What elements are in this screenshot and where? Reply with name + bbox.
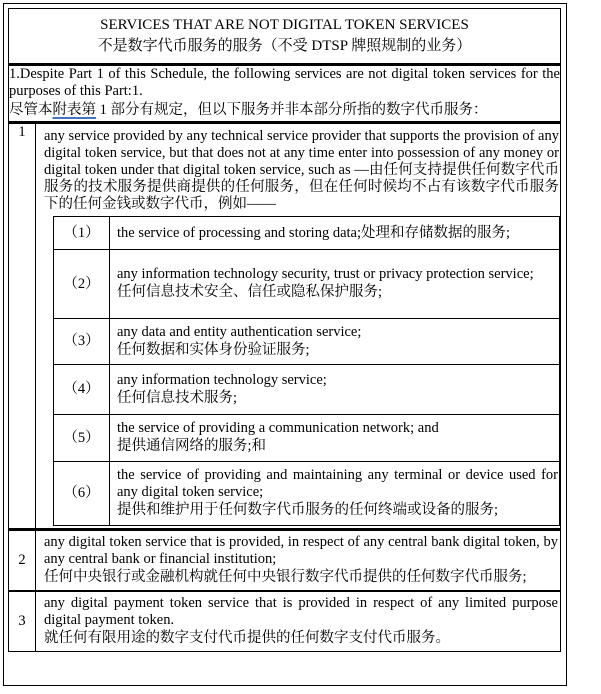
- row-3-number: 3: [9, 591, 36, 652]
- sub-row-1-text-en: the service of processing and storing data;: [117, 224, 362, 241]
- sub-row-3-text-en: any data and entity authentication service;: [117, 323, 362, 340]
- table-row-1: [9, 123, 561, 530]
- sub-row-1-text-zh: 处理和存储数据的服务;: [361, 224, 511, 241]
- sub-row-4-text-zh: 任何信息技术服务;: [117, 389, 238, 406]
- row-3-text-zh: 就任何有限用途的数字支付代币提供的任何数字支付代币服务。: [44, 630, 450, 646]
- sub-row-2-number: （2）: [54, 250, 110, 319]
- row-2-number: 2: [9, 530, 36, 592]
- row-2-text-zh: 任何中央银行或金融机构就任何中央银行数字代币提供的任何数字代币服务;: [44, 569, 527, 585]
- sub-row-3-text-zh: 任何数据和实体身份验证服务;: [117, 341, 310, 358]
- sub-row-5: [54, 415, 560, 462]
- header-cell: [9, 9, 561, 65]
- intro-zh-after: 1 部分有规定，但以下服务并非本部分所指的数字代币服务：: [96, 102, 488, 118]
- sub-row-4: [54, 365, 560, 415]
- intro-zh-before: 尽管本: [9, 102, 53, 118]
- sub-row-2-text-en: any information technology security, trust or privacy protection service;: [117, 266, 534, 282]
- intro-text-en: 1.Despite Part 1 of this Schedule, the following services are not digital token services for the purposes of this Part:1.: [9, 66, 560, 99]
- sub-row-2-text: [110, 250, 560, 319]
- sub-row-6-text: [110, 462, 560, 526]
- row-2-text: [36, 531, 560, 590]
- sub-row-1: [54, 217, 560, 250]
- sub-table: [53, 216, 560, 526]
- document-title-en: SERVICES THAT ARE NOT DIGITAL TOKEN SERVICES: [100, 17, 469, 33]
- table-header-row: [9, 9, 561, 65]
- row-2-text-en: any digital token service that is provided, in respect of any central bank digital token, by any central bank or financial institution;: [44, 534, 558, 567]
- sub-row-1-number: （1）: [54, 217, 110, 250]
- row-1-paragraph: any service provided by any technical service provider that supports the provision of any digital token service, but that does not at any time enter into possession of any money or digital token under that digital token service, such as —由任何支持提供任何数字代币服务的技术服务提供商提供的任何服务，但在任何时候均不占有该数字代币服务下的任何金钱或数字代币，例如——: [44, 128, 559, 212]
- row-2-content: [36, 530, 561, 592]
- main-table: [8, 8, 561, 652]
- intro-row: [9, 65, 561, 123]
- sub-row-3-text: [110, 319, 560, 365]
- sub-row-2-text-zh: 任何信息技术安全、信任或隐私保护服务;: [117, 284, 383, 300]
- sub-row-4-number: （4）: [54, 365, 110, 415]
- schedule-link[interactable]: 附表第: [52, 102, 96, 118]
- intro-text-zh: [9, 100, 560, 120]
- sub-row-2: [54, 250, 560, 319]
- sub-row-3-number: （3）: [54, 319, 110, 365]
- sub-row-3: [54, 319, 560, 365]
- sub-row-5-text-zh: 提供通信网络的服务;和: [117, 438, 267, 454]
- sub-row-6: [54, 462, 560, 526]
- sub-row-5-number: （5）: [54, 415, 110, 462]
- sub-row-5-text: [110, 415, 560, 462]
- document-title-zh: 不是数字代币服务的服务（不受 DTSP 牌照规制的业务）: [97, 38, 472, 54]
- table-row-2: [9, 530, 561, 592]
- sub-row-6-text-en: the service of providing and maintaining any terminal or device used for any digital token service;: [117, 467, 558, 500]
- sub-row-4-text: [110, 365, 560, 415]
- row-3-content: [36, 591, 561, 652]
- row-3-text: [36, 592, 560, 651]
- intro-cell: [9, 65, 561, 123]
- row-1-content: [36, 123, 561, 530]
- row-1-number: 1: [9, 123, 36, 530]
- row-3-text-en: any digital payment token service that is provided in respect of any limited purpose digital payment token.: [44, 595, 558, 628]
- sub-row-6-text-zh: 提供和维护用于任何数字代币服务的任何终端或设备的服务;: [117, 502, 499, 518]
- sub-row-6-number: （6）: [54, 462, 110, 526]
- outer-frame: [3, 3, 567, 686]
- sub-row-5-text-en: the service of providing a communication network; and: [117, 420, 439, 436]
- table-row-3: [9, 591, 561, 652]
- sub-row-4-text-en: any information technology service;: [117, 371, 327, 388]
- sub-row-1-text: [110, 217, 560, 250]
